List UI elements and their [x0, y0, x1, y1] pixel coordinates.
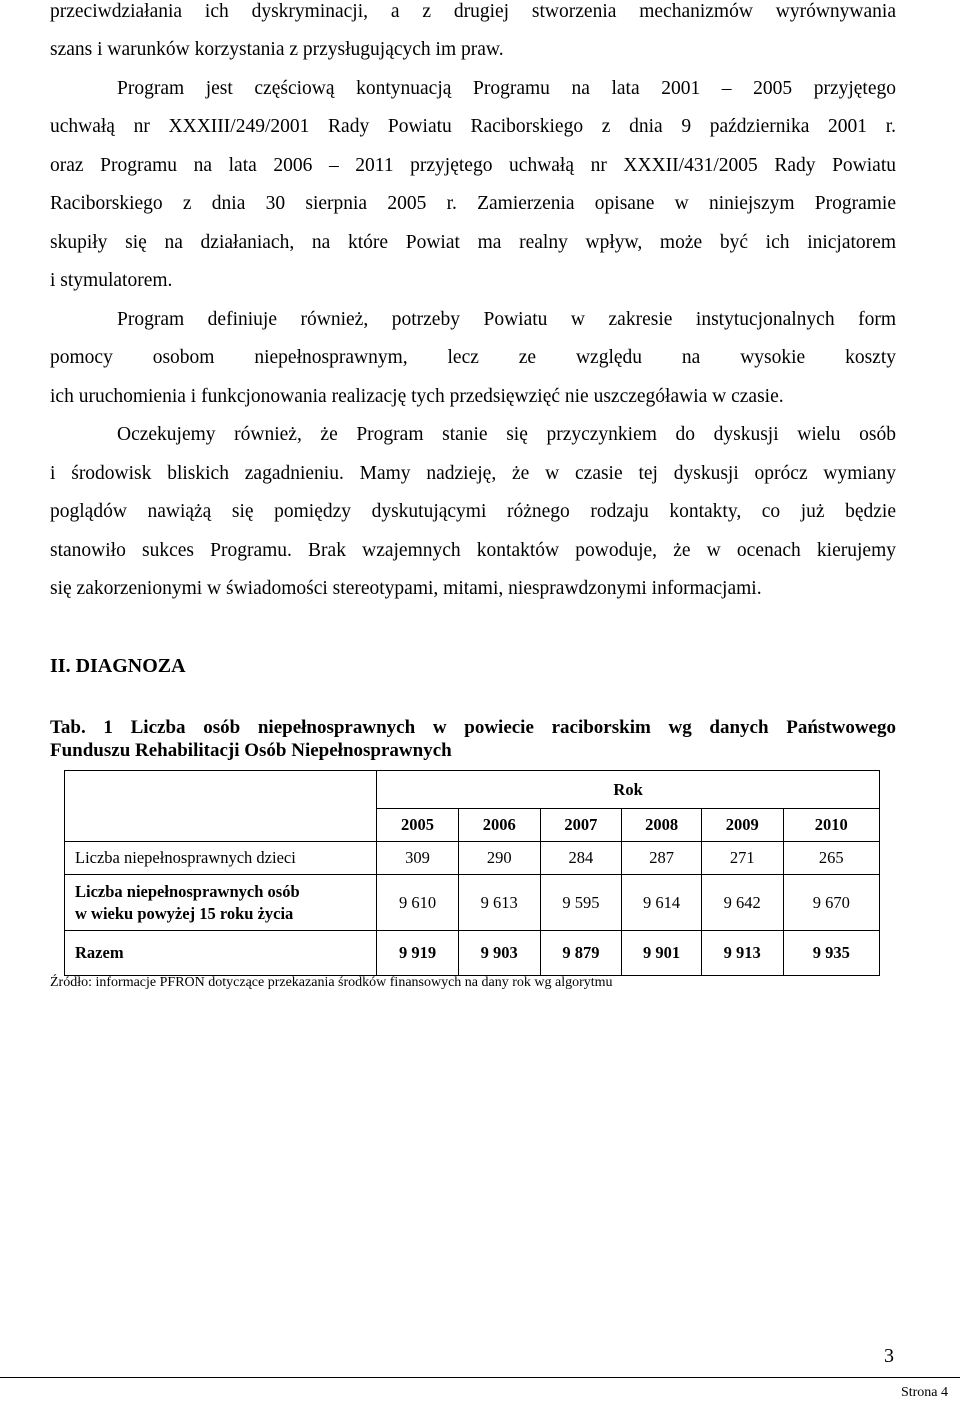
- table-cell: 284: [540, 842, 622, 875]
- year-header: 2010: [783, 809, 879, 842]
- row-label-line: w wieku powyżej 15 roku życia: [75, 903, 294, 923]
- paragraph-line: oraz Programu na lata 2006 – 2011 przyjętego uchwałą nr XXXII/431/2005 Rady Powiatu: [50, 155, 896, 176]
- section-heading: II. DIAGNOZA: [50, 655, 186, 677]
- year-header: 2009: [701, 809, 783, 842]
- paragraph-line: przeciwdziałania ich dyskryminacji, a z drugiej stworzenia mechanizmów wyrównywania: [50, 1, 896, 22]
- table-row: [65, 842, 880, 875]
- paragraph-line: szans i warunków korzystania z przysługujących im praw.: [50, 39, 504, 60]
- table-cell: 9 879: [540, 931, 622, 976]
- table-cell: 265: [783, 842, 879, 875]
- row-label: Liczba niepełnosprawnych dzieci: [65, 842, 377, 875]
- paragraph-line: Raciborskiego z dnia 30 sierpnia 2005 r. Zamierzenia opisane w niniejszym Programie: [50, 193, 896, 214]
- table-cell: 9 670: [783, 875, 879, 931]
- table-cell: 287: [622, 842, 702, 875]
- year-header: 2008: [622, 809, 702, 842]
- table-caption: Tab. 1 Liczba osób niepełnosprawnych w powiecie raciborskim wg danych Państwowego: [50, 717, 896, 738]
- paragraph-line: uchwałą nr XXXIII/249/2001 Rady Powiatu Raciborskiego z dnia 9 października 2001 r.: [50, 116, 896, 137]
- table-source-note: Źródło: informacje PFRON dotyczące przekazania środków finansowych na dany rok wg algorytmu: [50, 975, 613, 990]
- table-total-row: [65, 931, 880, 976]
- table-row: [65, 875, 880, 931]
- footer-divider: [0, 1377, 960, 1378]
- row-label-line: Liczba niepełnosprawnych osób: [75, 882, 300, 902]
- table-cell: 9 642: [701, 875, 783, 931]
- row-label: [65, 875, 377, 931]
- table-cell: 271: [701, 842, 783, 875]
- paragraph-line: się zakorzenionymi w świadomości stereotypami, mitami, niesprawdzonymi informacjami.: [50, 578, 762, 599]
- table-cell: 9 935: [783, 931, 879, 976]
- year-header: 2006: [458, 809, 540, 842]
- table-cell: 9 913: [701, 931, 783, 976]
- paragraph-line: poglądów nawiążą się pomiędzy dyskutującymi różnego rodzaju kontakty, co już będzie: [50, 501, 896, 522]
- year-header: 2005: [377, 809, 459, 842]
- table-caption: Funduszu Rehabilitacji Osób Niepełnosprawnych: [50, 740, 452, 761]
- table-header-row: [65, 771, 880, 809]
- table-cell: 290: [458, 842, 540, 875]
- table-group-header: Rok: [377, 771, 880, 809]
- paragraph-line: skupiły się na działaniach, na które Powiat ma realny wpływ, może być ich inicjatorem: [50, 232, 896, 253]
- year-header: 2007: [540, 809, 622, 842]
- row-label: Razem: [65, 931, 377, 976]
- paragraph-line: i środowisk bliskich zagadnieniu. Mamy nadzieję, że w czasie tej dyskusji oprócz wymiany: [50, 463, 896, 484]
- paragraph-line: stanowiło sukces Programu. Brak wzajemnych kontaktów powoduje, że w ocenach kierujemy: [50, 540, 896, 561]
- paragraph-line: ich uruchomienia i funkcjonowania realizację tych przedsięwzięć nie uszczegóławia w czasie.: [50, 386, 784, 407]
- table-cell: 9 919: [377, 931, 459, 976]
- paragraph-line: i stymulatorem.: [50, 270, 173, 291]
- data-table: [64, 770, 880, 976]
- page-number: 3: [884, 1345, 894, 1367]
- table-cell: 9 614: [622, 875, 702, 931]
- table-cell: 309: [377, 842, 459, 875]
- table-cell: 9 610: [377, 875, 459, 931]
- paragraph-line: Program jest częściową kontynuacją Programu na lata 2001 – 2005 przyjętego: [117, 78, 896, 99]
- paragraph-line: Oczekujemy również, że Program stanie się przyczynkiem do dyskusji wielu osób: [117, 424, 896, 445]
- table-cell: 9 901: [622, 931, 702, 976]
- paragraph-line: Program definiuje również, potrzeby Powiatu w zakresie instytucjonalnych form: [117, 309, 896, 330]
- page-footer: Strona 4: [900, 1385, 948, 1400]
- table-cell: 9 613: [458, 875, 540, 931]
- paragraph-line: pomocy osobom niepełnosprawnym, lecz ze względu na wysokie koszty: [50, 347, 896, 368]
- table-cell: 9 903: [458, 931, 540, 976]
- table-corner-cell: [65, 771, 377, 842]
- table-cell: 9 595: [540, 875, 622, 931]
